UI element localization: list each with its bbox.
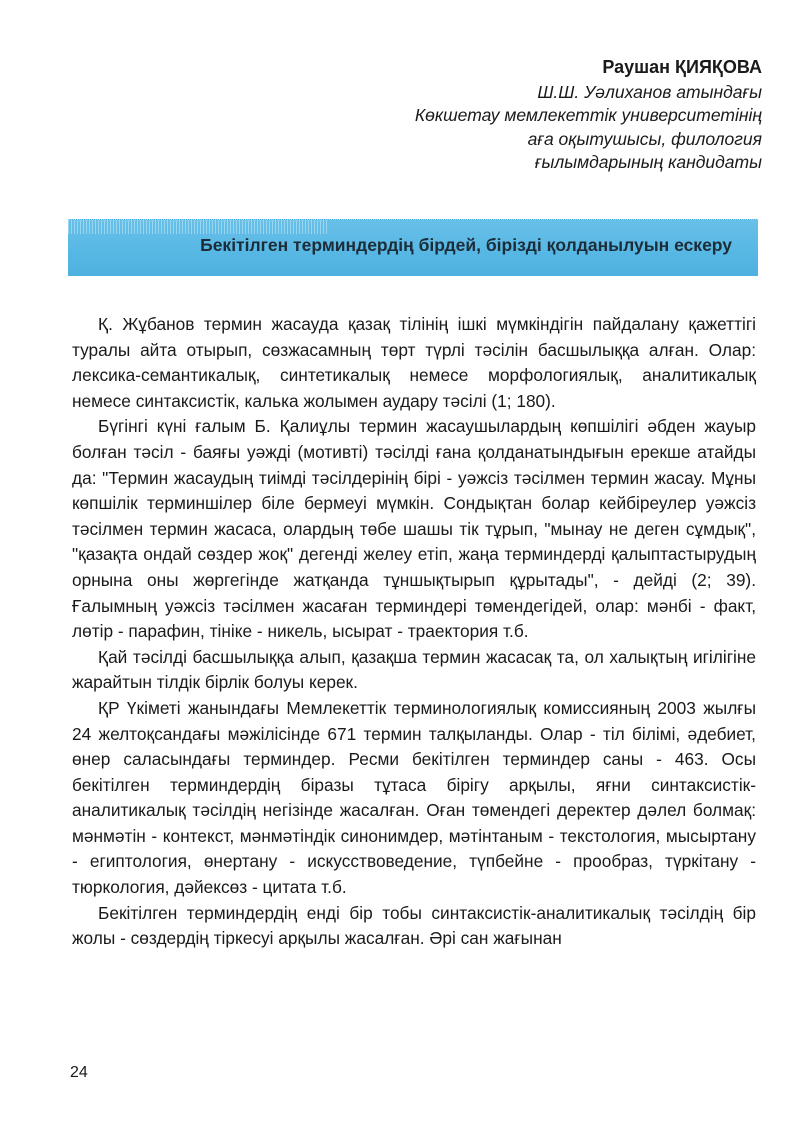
paragraph: Қай тәсілді басшылыққа алып, қазақша термин жасасақ та, ол халықтың игілігіне жарайтын тілдік бірлік болуы керек. <box>72 646 756 693</box>
affiliation-line: Көкшетау мемлекеттік университетінің <box>414 105 762 125</box>
affiliation-line: ғылымдарының кандидаты <box>534 152 762 172</box>
paragraph: Бекітілген терминдердің енді бір тобы синтаксистік-аналитикалық тәсілдің бір жолы - сөздердің тіркесуі арқылы жасалған. Әрі сан жағынан <box>72 902 756 949</box>
affiliation-line: аға оқытушысы, филология <box>527 128 762 149</box>
band-decoration <box>68 220 328 234</box>
page-number: 24 <box>70 1064 88 1081</box>
author-block <box>415 56 762 175</box>
paragraph: Бүгінгі күні ғалым Б. Қалиұлы термин жасаушылардың көпшілігі әбден жауыр болған тәсіл - баяғы уәжді (мотивті) тәсілді ғана қолданатындығын ерекше атайды да: "Термин жасаудың тиімді тәсілдерінің бірі - уәжсіз тәсілмен термин жасау. Мұны көпшілік терминшілер біле бермеуі мүмкін. Сондықтан болар кейбіреулер уәжсіз тәсілмен термин жасаса, олардың төбе шашы тік тұрып, "мынау не деген сұмдық", "қазақта ондай сөздер жоқ" дегенді желеу етіп, жаңа терминдерді қалыптастырудың орнына оны жөргегінде жатқанда тұншықтырып құрытады", - дейді (2; 39). Ғалымның уәжсіз тәсілмен жасаған терминдері төмендегідей, олар: мәнбі - факт, лөтір - парафин, тініке - никель, ысырат - траектория т.б. <box>72 416 756 642</box>
author-name: Раушан ҚИЯҚОВА <box>602 57 762 77</box>
paragraph: Қ. Жұбанов термин жасауда қазақ тілінің ішкі мүмкіндігін пайдалану қажеттігі туралы айта отырып, сөзжасамның төрт түрлі тәсілін басшылыққа алған. Олар: лексика-семантикалық, синтетикалық немесе морфологиялық, аналитикалық немесе синтаксистік, калька жолымен аудару тәсілі (1; 180). <box>72 314 756 411</box>
affiliation-line: Ш.Ш. Уәлиханов атындағы <box>537 81 762 102</box>
paragraph: ҚР Үкіметі жанындағы Мемлекеттік терминологиялық комиссияның 2003 жылғы 24 желтоқсандағы мәжілісінде 671 термин талқыланды. Олар - тіл білімі, әдебиет, өнер саласындағы терминдер. Ресми бекітілген терминдер саны - 463. Осы бекітілген терминдердің біразы тұтаса бірігу арқылы, яғни синтаксистік-аналитикалық тәсілдің негізінде жасалған. Оған төмендегі деректер дәлел болмақ: мәнмәтін - контекст, мәнмәтіндік синонимдер, мәтінтаным - текстология, мысыртану - египтология, өнертану - искусствоведение, түпбейне - прообраз, түркітану - тюркология, дәйексөз - цитата т.б. <box>72 697 756 898</box>
section-title-band <box>68 219 758 276</box>
article-body <box>72 312 756 952</box>
section-title: Бекітілген терминдердің бірдей, бірізді қолданылуын ескеру <box>200 235 732 255</box>
